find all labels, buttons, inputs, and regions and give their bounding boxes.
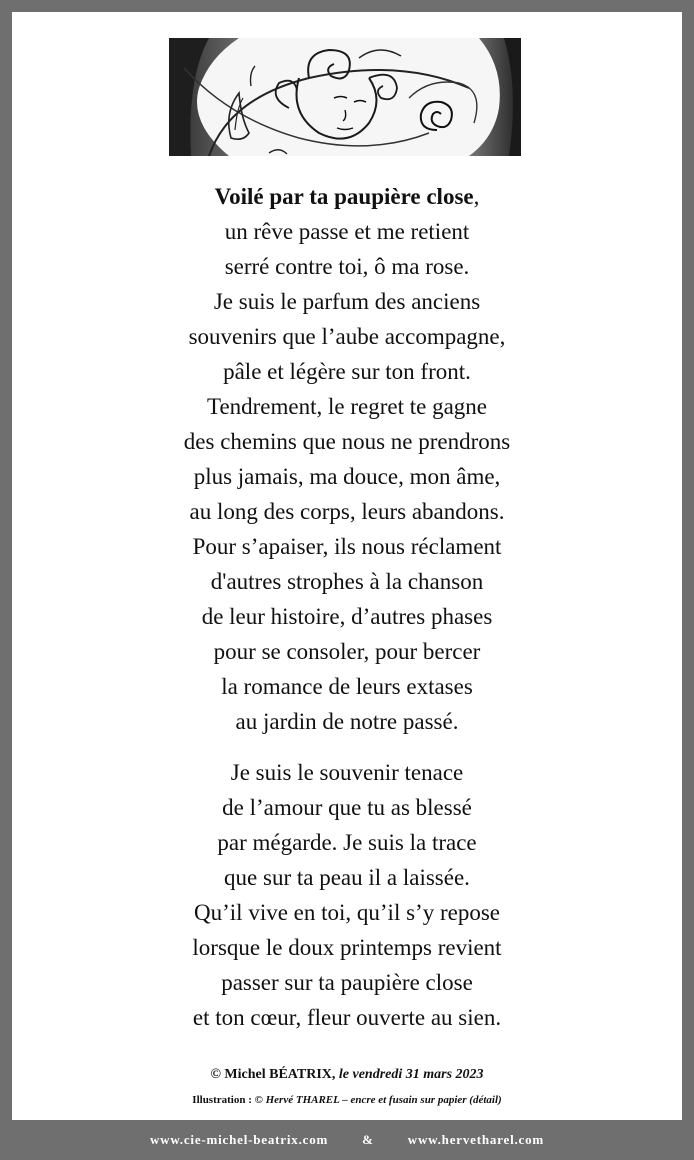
footer-separator: & xyxy=(362,1132,374,1147)
footer-link-herve-tharel[interactable]: www.hervetharel.com xyxy=(407,1132,545,1147)
stanza-1 xyxy=(12,214,682,739)
poem-line: passer sur ta paupière close xyxy=(221,970,473,995)
signature-date: le vendredi 31 mars 2023 xyxy=(338,1067,484,1082)
poem-text xyxy=(12,179,682,1035)
poem-line: pour se consoler, pour bercer xyxy=(213,639,481,664)
poem-line: et ton cœur, fleur ouverte au sien. xyxy=(192,1005,502,1030)
poem-line: serré contre toi, ô ma rose. xyxy=(224,254,470,279)
poem-line: la romance de leurs extases xyxy=(221,674,473,699)
poem-line: souvenirs que l’aube accompagne, xyxy=(188,324,506,349)
footer xyxy=(0,1124,694,1156)
illustration-credit xyxy=(12,1092,682,1108)
poem-line: d'autres strophes à la chanson xyxy=(210,569,484,594)
poem-card xyxy=(12,12,682,1120)
poem-line: de l’amour que tu as blessé xyxy=(222,795,472,820)
poem-line: que sur ta peau il a laissée. xyxy=(224,865,470,890)
poem-line: au jardin de notre passé. xyxy=(235,709,459,734)
poem-line: au long des corps, leurs abandons. xyxy=(189,499,505,524)
poem-line: Je suis le souvenir tenace xyxy=(230,760,464,785)
credit-text: Hervé THAREL – encre et fusain sur papier (détail) xyxy=(265,1094,502,1106)
charcoal-drawing-icon xyxy=(169,38,521,156)
poem-line: Qu’il vive en toi, qu’il s’y repose xyxy=(194,900,500,925)
poem-line: pâle et légère sur ton front. xyxy=(223,359,471,384)
poem-line: des chemins que nous ne prendrons xyxy=(183,429,511,454)
poem-line: Je suis le parfum des anciens xyxy=(213,289,481,314)
poem-title-punctuation: , xyxy=(473,184,480,209)
poem-line: de leur histoire, d’autres phases xyxy=(201,604,493,629)
stanza-gap xyxy=(12,739,682,755)
poem-line: Tendrement, le regret te gagne xyxy=(207,394,487,419)
signature xyxy=(12,1065,682,1085)
author-name: © Michel BÉATRIX, xyxy=(210,1067,336,1082)
poem-title: Voilé par ta paupière close xyxy=(214,184,474,209)
poem-line: par mégarde. Je suis la trace xyxy=(217,830,477,855)
stanza-2 xyxy=(12,755,682,1035)
footer-link-michel-beatrix[interactable]: www.cie-michel-beatrix.com xyxy=(149,1132,329,1147)
poem-line: un rêve passe et me retient xyxy=(224,219,470,244)
illustration-image xyxy=(169,38,521,156)
poem-line xyxy=(12,179,682,214)
poem-line: plus jamais, ma douce, mon âme, xyxy=(193,464,501,489)
credit-prefix: Illustration : © xyxy=(192,1094,263,1106)
poem-line: Pour s’apaiser, ils nous réclament xyxy=(192,534,502,559)
poem-line: lorsque le doux printemps revient xyxy=(192,935,502,960)
